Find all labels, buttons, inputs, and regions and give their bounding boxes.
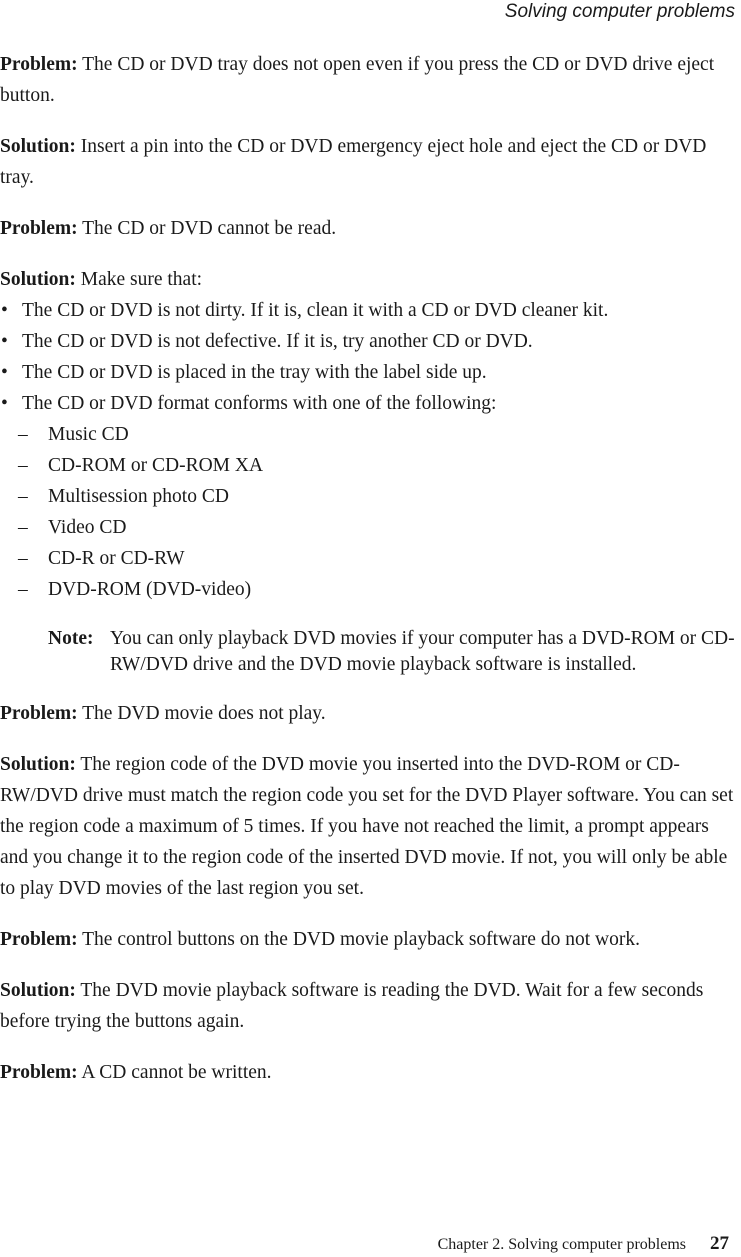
problem-text: The control buttons on the DVD movie playback software do not work. <box>77 929 640 950</box>
problem-text: The CD or DVD cannot be read. <box>77 218 337 239</box>
problem-controls-not-work <box>0 924 737 955</box>
list-item: – CD-R or CD-RW <box>18 548 185 569</box>
running-header: Solving computer problems <box>504 1 735 22</box>
list-item: – CD-ROM or CD-ROM XA <box>18 455 264 476</box>
problem-label: Problem: <box>0 54 78 75</box>
solution-emergency-eject <box>0 131 737 193</box>
solution-text: Make sure that: <box>75 269 203 290</box>
chapter-title: Chapter 2. Solving computer problems <box>437 1236 686 1253</box>
solution-label: Solution: <box>0 136 76 157</box>
problem-label: Problem: <box>0 218 78 239</box>
note-text: You can only playback DVD movies if your computer has a DVD-ROM or CD-RW/DVD drive and the DVD movie playback software is installed. <box>110 628 735 675</box>
solution-text: Insert a pin into the CD or DVD emergency eject hole and eject the CD or DVD tray. <box>0 136 707 188</box>
supported-formats-list <box>0 419 737 605</box>
list-item: • The CD or DVD format conforms with one of the following: <box>1 393 497 414</box>
list-item: – Multisession photo CD <box>18 486 229 507</box>
list-item: – DVD-ROM (DVD-video) <box>18 579 252 600</box>
problem-text: A CD cannot be written. <box>77 1062 272 1083</box>
note-label: Note: <box>48 628 94 649</box>
solution-text: The DVD movie playback software is reading the DVD. Wait for a few seconds before trying the buttons again. <box>0 980 704 1032</box>
solution-region-code <box>0 749 737 904</box>
list-item: • The CD or DVD is not dirty. If it is, clean it with a CD or DVD cleaner kit. <box>1 300 609 321</box>
solution-label: Solution: <box>0 269 76 290</box>
page-body <box>0 49 737 1088</box>
problem-text: The DVD movie does not play. <box>77 703 326 724</box>
note-block <box>48 626 737 678</box>
solution-label: Solution: <box>0 754 76 775</box>
solution-label: Solution: <box>0 980 76 1001</box>
problem-label: Problem: <box>0 1062 78 1083</box>
checklist <box>0 295 737 419</box>
list-item: – Video CD <box>18 517 127 538</box>
problem-cannot-read <box>0 213 737 244</box>
problem-text: The CD or DVD tray does not open even if you press the CD or DVD drive eject button. <box>0 54 715 106</box>
problem-tray-no-open <box>0 49 737 111</box>
problem-cd-not-written <box>0 1057 737 1088</box>
problem-movie-not-play <box>0 698 737 729</box>
problem-label: Problem: <box>0 703 78 724</box>
page-footer <box>438 1233 729 1256</box>
page-number: 27 <box>710 1233 729 1254</box>
solution-wait <box>0 975 737 1037</box>
list-item: – Music CD <box>18 424 129 445</box>
list-item: • The CD or DVD is not defective. If it is, try another CD or DVD. <box>1 331 533 352</box>
solution-text: The region code of the DVD movie you inserted into the DVD-ROM or CD-RW/DVD drive must match the region code you set for the DVD Player software. You can set the region code a maximum of 5 times. If you have not reached the limit, a prompt appears and you change it to the region code of the inserted DVD movie. If not, you will only be able to play DVD movies of the last region you set. <box>0 754 734 899</box>
problem-label: Problem: <box>0 929 78 950</box>
list-item: • The CD or DVD is placed in the tray with the label side up. <box>1 362 487 383</box>
solution-make-sure <box>0 264 737 295</box>
